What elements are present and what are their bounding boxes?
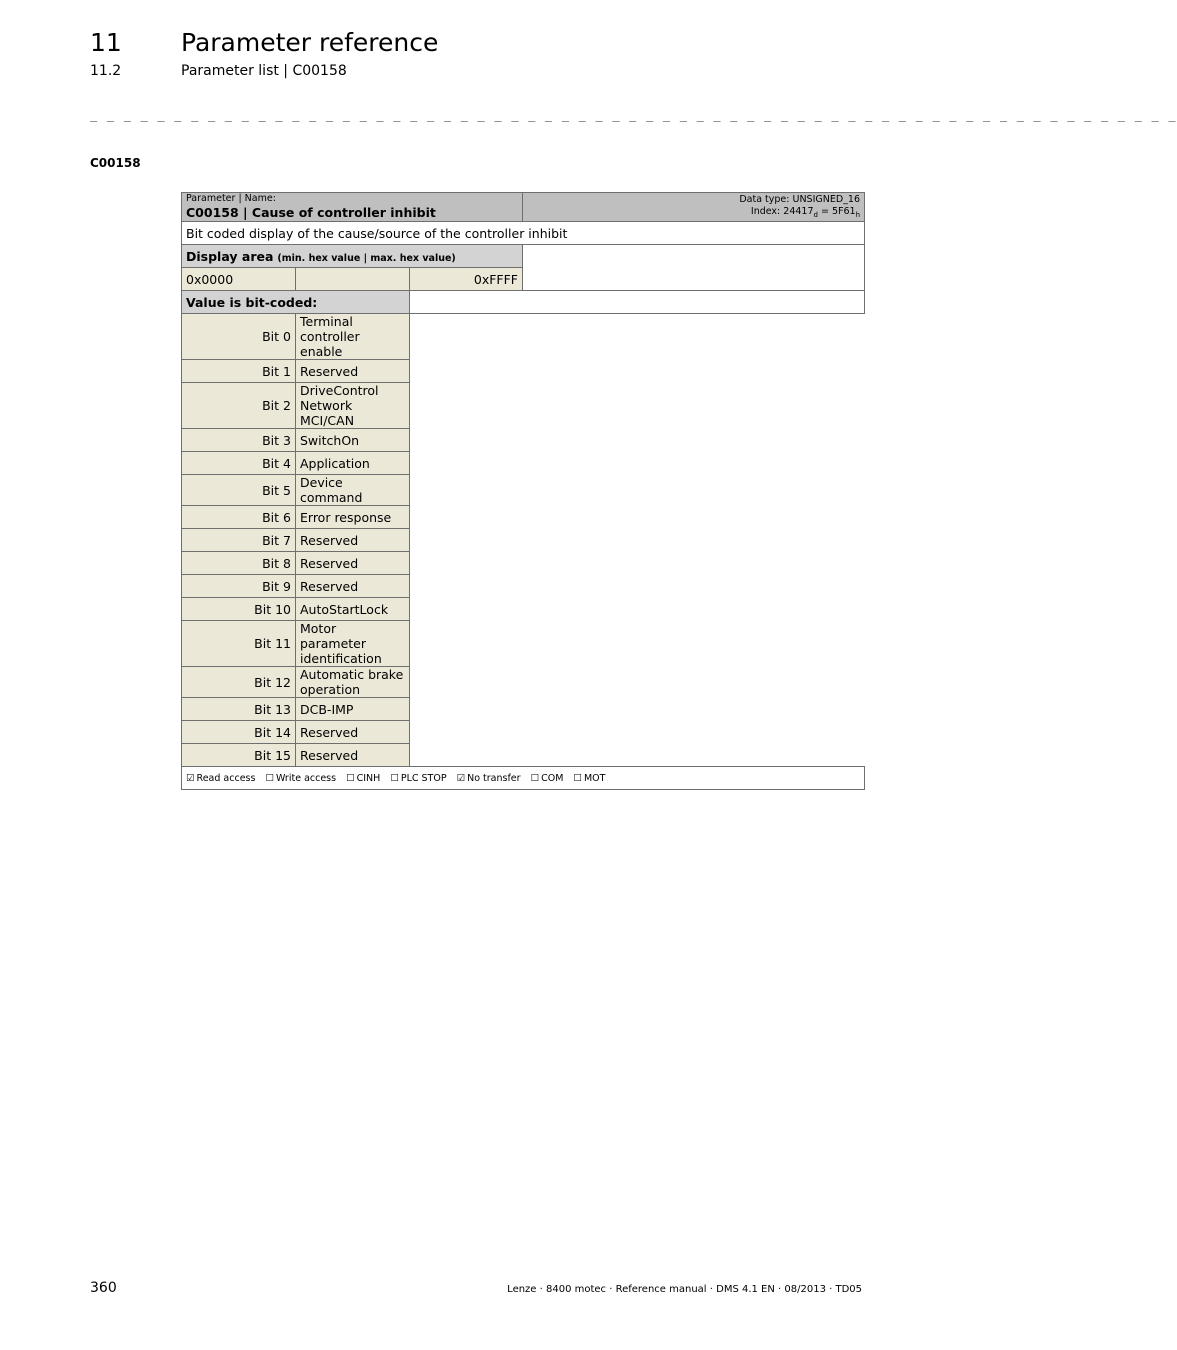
bit-row	[182, 721, 865, 744]
bit-description: Reserved	[296, 360, 410, 383]
parameter-index: Index: $24417_d = 5F61_h$	[750, 205, 861, 219]
bit-description: Device command	[296, 475, 410, 506]
bit-row	[182, 314, 865, 360]
blank-cell	[523, 245, 865, 291]
bit-row	[182, 598, 865, 621]
max-hex-value: 0xFFFF	[410, 268, 523, 291]
access-flag	[346, 773, 380, 784]
bit-description: Application	[296, 452, 410, 475]
access-flag-label: PLC STOP	[400, 772, 447, 784]
bit-number: Bit 10	[182, 598, 296, 621]
bit-number: Bit 3	[182, 429, 296, 452]
dashed-divider: _ _ _ _ _ _ _ _ _ _ _ _ _ _ _ _ _ _ _ _ _ _ _ _ _ _ _ _ _ _ _ _ _ _ _ _ _ _ _ _ _ _ _ _ _ _ _ _ _ _ _ _ _ _ _ _ _ _ _ _ _ _ _ _ _	[90, 108, 1177, 122]
chapter-number: 11	[90, 28, 122, 57]
access-flag	[531, 773, 564, 784]
unchecked-box-icon: ☐	[265, 772, 274, 784]
parameter-name-label: Parameter | Name:	[186, 193, 276, 204]
bit-row	[182, 667, 865, 698]
bit-number: Bit 12	[182, 667, 296, 698]
bit-number: Bit 1	[182, 360, 296, 383]
bit-row	[182, 360, 865, 383]
bit-row	[182, 698, 865, 721]
parameter-name: C00158 | Cause of controller inhibit	[186, 205, 436, 220]
min-hex-value: 0x0000	[182, 268, 296, 291]
bit-row	[182, 475, 865, 506]
bit-description: DriveControl Network MCI/CAN	[296, 383, 410, 429]
chapter-title: Parameter reference	[181, 28, 439, 57]
data-type: Data type: UNSIGNED_16	[739, 193, 861, 205]
bit-description: AutoStartLock	[296, 598, 410, 621]
access-flag	[265, 773, 336, 784]
access-flags	[182, 767, 865, 790]
bit-number: Bit 4	[182, 452, 296, 475]
bit-coded-heading: Value is bit-coded:	[182, 291, 410, 314]
access-flag	[186, 773, 255, 784]
empty-value-cell	[296, 268, 410, 291]
bit-number: Bit 15	[182, 744, 296, 767]
parameter-header-row	[182, 193, 865, 222]
section-number: 11.2	[90, 63, 122, 79]
access-flag	[390, 773, 446, 784]
bit-number: Bit 9	[182, 575, 296, 598]
bit-row	[182, 529, 865, 552]
bit-number: Bit 11	[182, 621, 296, 667]
blank-area	[410, 291, 865, 314]
section-title: Parameter list | C00158	[181, 63, 347, 79]
bit-number: Bit 6	[182, 506, 296, 529]
checked-box-icon: ☑	[456, 772, 466, 784]
bit-row	[182, 575, 865, 598]
parameter-type-cell	[523, 193, 865, 222]
bit-description: SwitchOn	[296, 429, 410, 452]
checked-box-icon: ☑	[186, 772, 195, 784]
access-flag-label: Write access	[275, 772, 337, 784]
bit-row	[182, 452, 865, 475]
access-flag	[457, 773, 521, 784]
bit-number: Bit 7	[182, 529, 296, 552]
bit-description: Reserved	[296, 744, 410, 767]
bit-description: Reserved	[296, 552, 410, 575]
bit-description: DCB-IMP	[296, 698, 410, 721]
bit-description: Terminal controller enable	[296, 314, 410, 360]
bit-number: Bit 14	[182, 721, 296, 744]
bit-number: Bit 0	[182, 314, 296, 360]
bit-number: Bit 8	[182, 552, 296, 575]
access-flag-label: COM	[541, 772, 564, 784]
bit-row	[182, 383, 865, 429]
bit-row	[182, 429, 865, 452]
bit-row	[182, 744, 865, 767]
bit-row	[182, 552, 865, 575]
display-area-heading: Display area (min. hex value | max. hex value)	[182, 245, 523, 268]
bit-description: Error response	[296, 506, 410, 529]
bit-number: Bit 2	[182, 383, 296, 429]
parameter-table	[181, 192, 865, 790]
bit-description: Reserved	[296, 721, 410, 744]
document-info: Lenze · 8400 motec · Reference manual · DMS 4.1 EN · 08/2013 · TD05	[507, 1284, 862, 1295]
access-flag	[573, 773, 605, 784]
access-flag-label: MOT	[583, 772, 606, 784]
access-flag-label: Read access	[196, 772, 256, 784]
bit-row	[182, 506, 865, 529]
page-number: 360	[90, 1280, 117, 1296]
bit-description: Reserved	[296, 529, 410, 552]
bit-row	[182, 621, 865, 667]
bit-description: Automatic brake operation	[296, 667, 410, 698]
unchecked-box-icon: ☐	[530, 772, 540, 784]
parameter-code-heading: C00158	[90, 156, 141, 170]
bit-description: Reserved	[296, 575, 410, 598]
bit-number: Bit 5	[182, 475, 296, 506]
parameter-description: Bit coded display of the cause/source of the controller inhibit	[182, 222, 865, 245]
access-flag-label: CINH	[356, 772, 381, 784]
access-flag-label: No transfer	[467, 772, 521, 784]
unchecked-box-icon: ☐	[573, 772, 582, 784]
bit-description: Motor parameter identification	[296, 621, 410, 667]
unchecked-box-icon: ☐	[346, 772, 355, 784]
unchecked-box-icon: ☐	[390, 772, 399, 784]
bit-number: Bit 13	[182, 698, 296, 721]
parameter-name-cell	[182, 193, 523, 222]
